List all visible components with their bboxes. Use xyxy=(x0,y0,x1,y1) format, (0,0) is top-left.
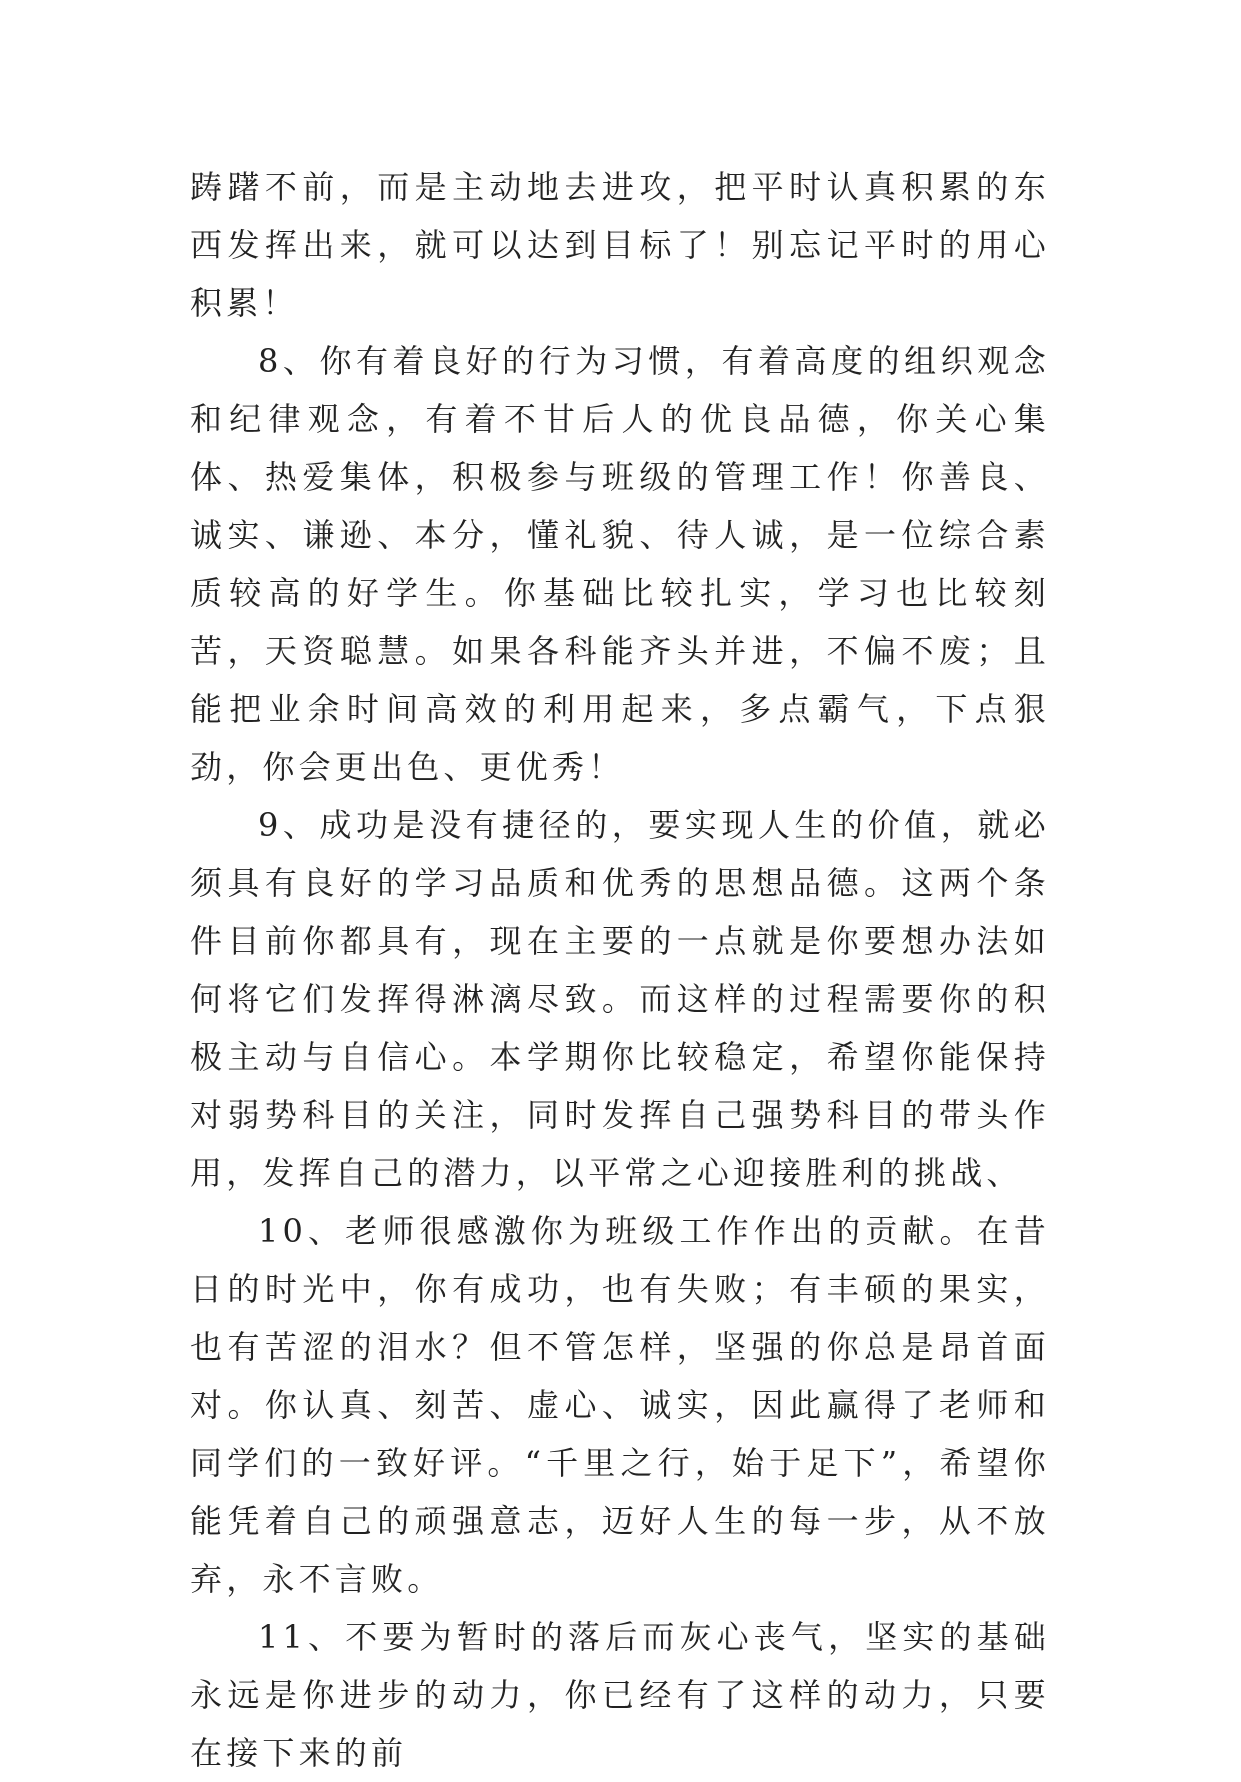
paragraph-9: 9、成功是没有捷径的，要实现人生的价值，就必须具有良好的学习品质和优秀的思想品德。这两个条件目前你都具有，现在主要的一点就是你要想办法如何将它们发挥得淋漓尽致。而这样的过程需要你的积极主动与自信心。本学期你比较稳定，希望你能保持对弱势科目的关注，同时发挥自己强势科目的带头作用，发挥自己的潜力，以平常之心迎接胜利的挑战、 xyxy=(190,806,1050,1192)
paragraph-11: 11、不要为暂时的落后而灰心丧气，坚实的基础永远是你进步的动力，你已经有了这样的动力，只要在接下来的前 xyxy=(190,1618,1050,1772)
document-body xyxy=(190,158,1050,1782)
paragraph-10: 10、老师很感激你为班级工作作出的贡献。在昔日的时光中，你有成功，也有失败；有丰硕的果实，也有苦涩的泪水？但不管怎样，坚强的你总是昂首面对。你认真、刻苦、虚心、诚实，因此赢得了老师和同学们的一致好评。“千里之行，始于足下”，希望你能凭着自己的顽强意志，迈好人生的每一步，从不放弃，永不言败。 xyxy=(190,1212,1050,1598)
paragraph-7-continued: 踌躇不前，而是主动地去进攻，把平时认真积累的东西发挥出来，就可以达到目标了！别忘记平时的用心积累！ xyxy=(190,168,1050,322)
paragraph-8: 8、你有着良好的行为习惯，有着高度的组织观念和纪律观念，有着不甘后人的优良品德，你关心集体、热爱集体，积极参与班级的管理工作！你善良、诚实、谦逊、本分，懂礼貌、待人诚，是一位综合素质较高的好学生。你基础比较扎实，学习也比较刻苦，天资聪慧。如果各科能齐头并进，不偏不废；且能把业余时间高效的利用起来，多点霸气，下点狠劲，你会更出色、更优秀！ xyxy=(190,342,1050,786)
